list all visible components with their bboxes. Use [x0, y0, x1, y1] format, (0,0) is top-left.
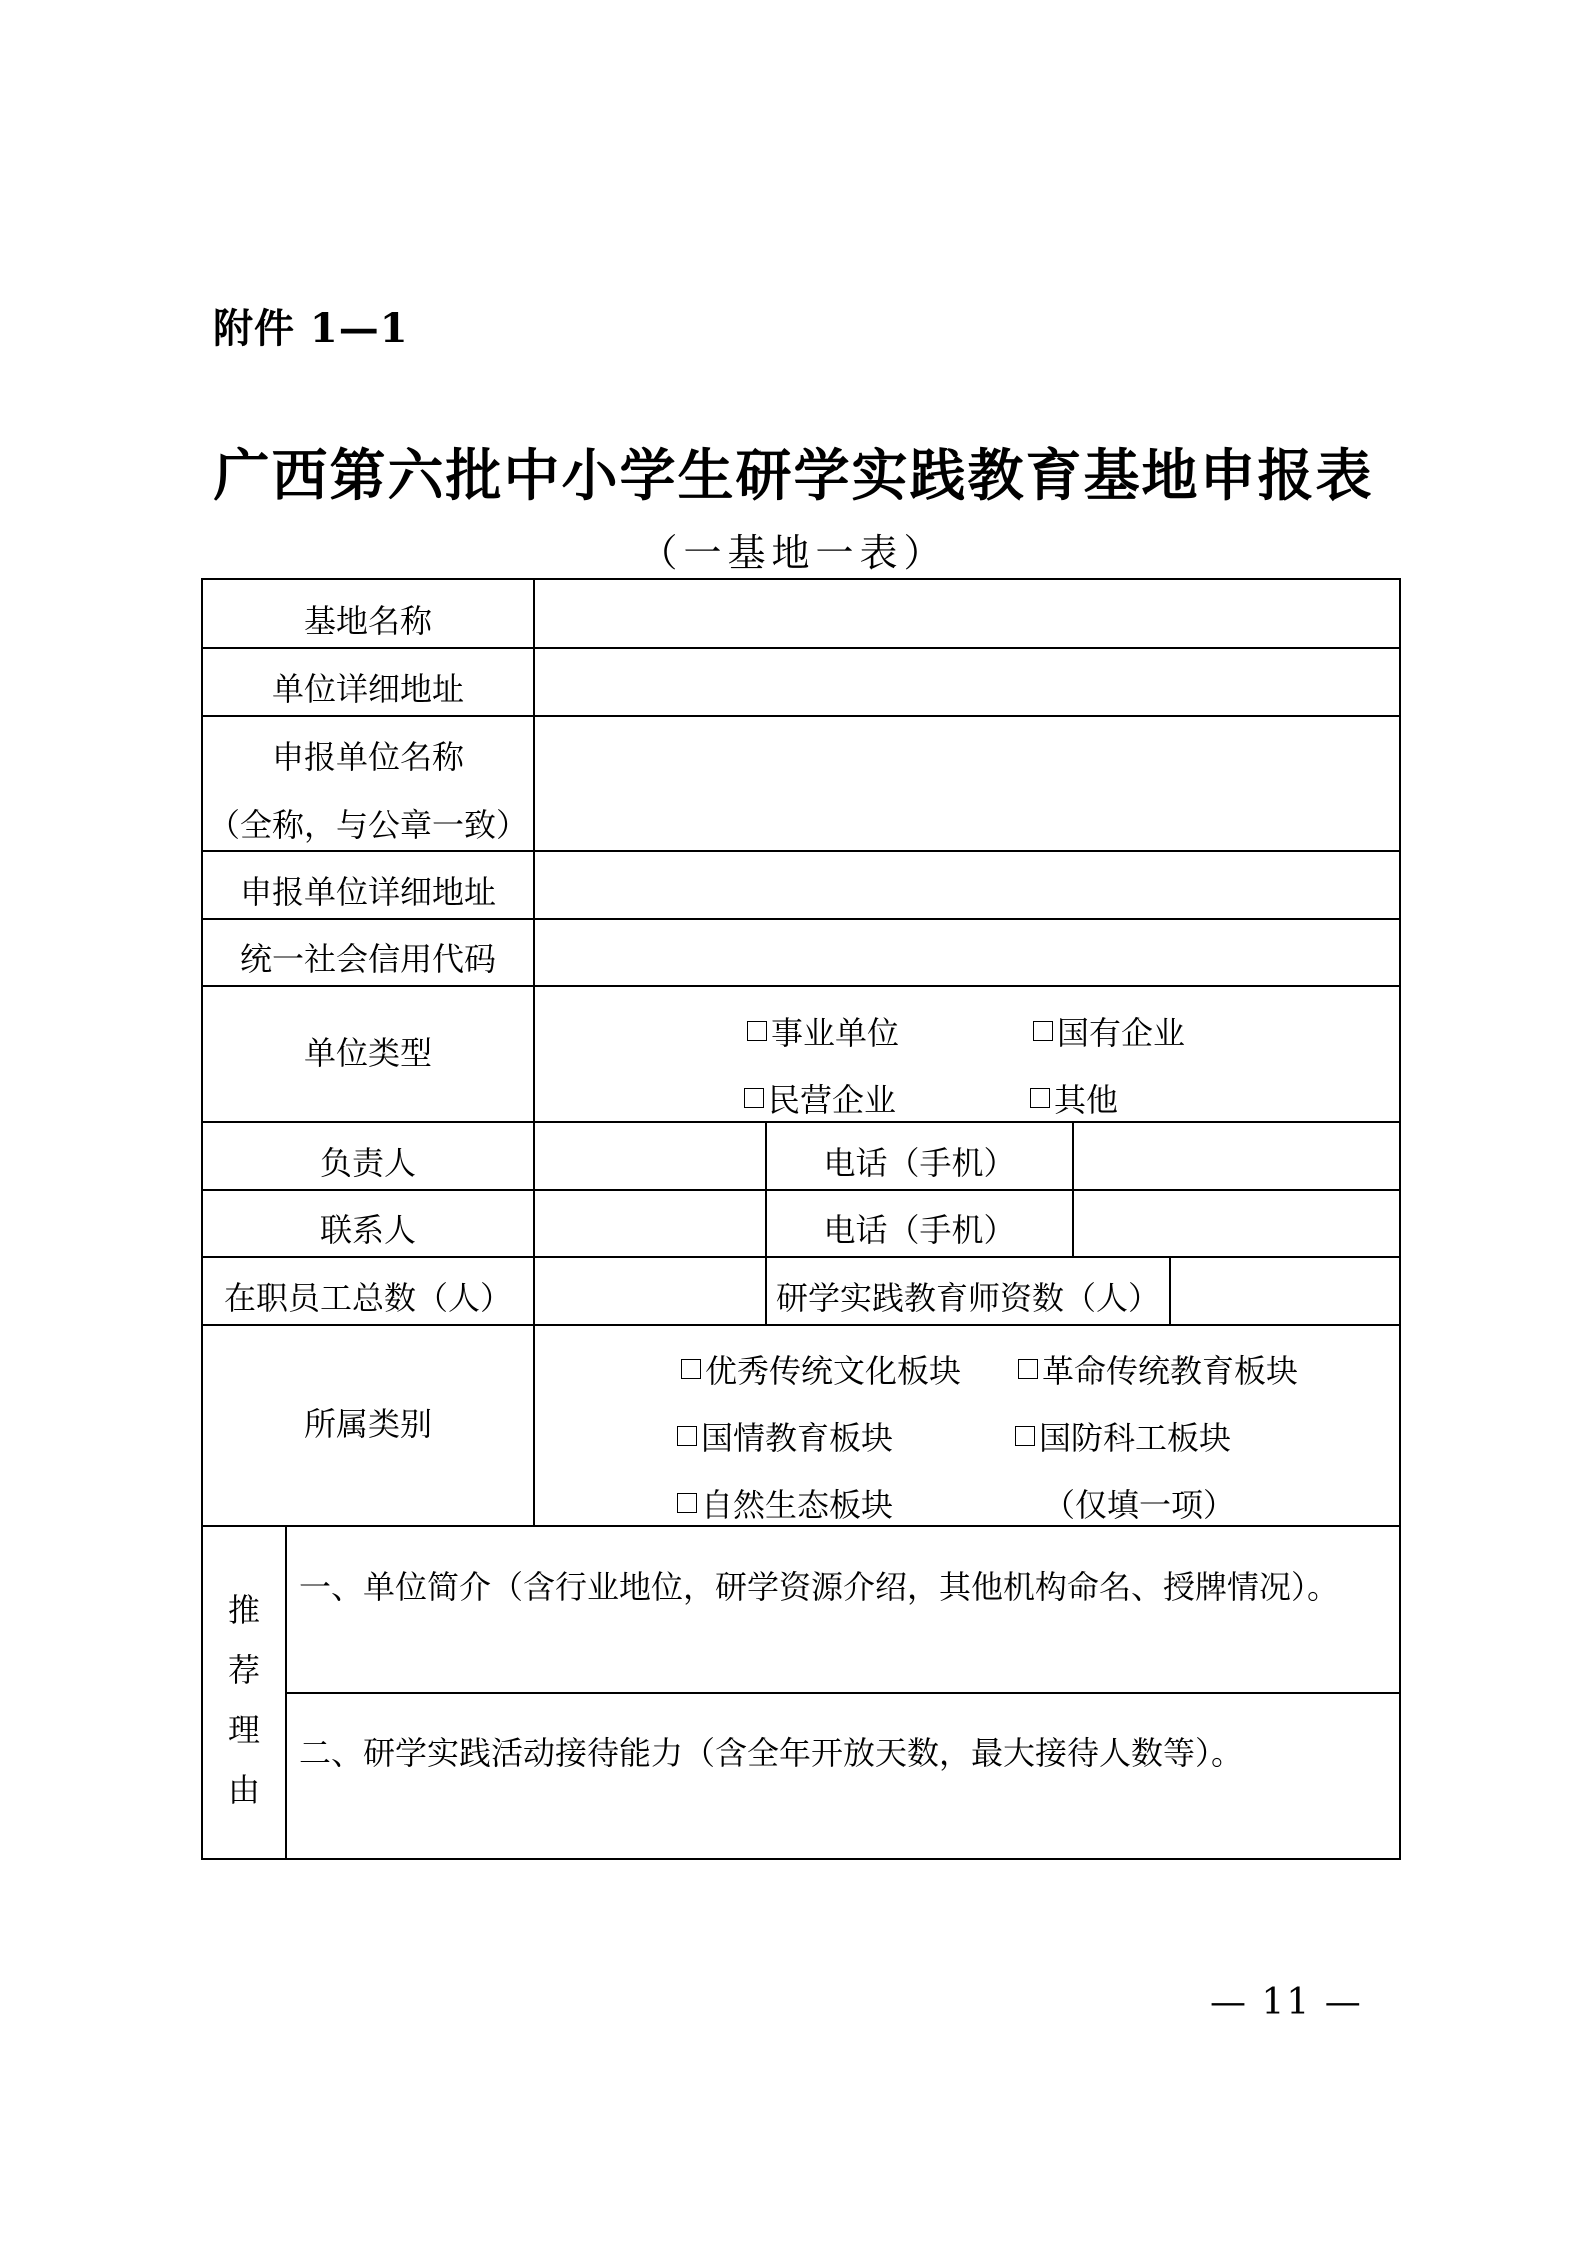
checkbox-icon — [744, 1088, 764, 1108]
document-subtitle: （一基地一表） — [639, 531, 948, 575]
unit-type-option-other[interactable]: 其他 — [1030, 1075, 1118, 1121]
checkbox-icon — [677, 1493, 697, 1513]
person-in-charge-label: 负责人 — [319, 1143, 416, 1182]
reception-capacity-field[interactable] — [287, 1692, 1399, 1860]
teacher-count-field[interactable] — [1171, 1256, 1399, 1324]
person-in-charge-phone-field[interactable] — [1074, 1121, 1399, 1189]
credit-code-label: 统一社会信用代码 — [239, 940, 496, 979]
unit-type-option-state-owned[interactable]: 国有企业 — [1033, 1008, 1185, 1054]
application-form-table — [201, 578, 1401, 1860]
unit-type-option-public-institution[interactable]: 事业单位 — [747, 1008, 899, 1054]
unit-type-label: 单位类型 — [303, 1033, 432, 1072]
checkbox-icon — [1018, 1359, 1038, 1379]
category-note: （仅填一项） — [1043, 1486, 1236, 1524]
category-option-revolutionary-tradition[interactable]: 革命传统教育板块 — [1018, 1346, 1298, 1392]
applicant-name-label: 申报单位名称 — [271, 738, 464, 776]
checkbox-icon — [677, 1426, 697, 1446]
base-name-field[interactable] — [535, 580, 1399, 647]
document-title: 广西第六批中小学生研学实践教育基地申报表 — [213, 444, 1374, 509]
checkbox-icon — [681, 1359, 701, 1379]
reason-item-unit-intro: 一、单位简介（含行业地位，研学资源介绍，其他机构命名、授牌情况）。 — [299, 1568, 1340, 1606]
teacher-count-label: 研学实践教育师资数（人） — [775, 1278, 1160, 1317]
unit-type-option-private[interactable]: 民营企业 — [744, 1075, 896, 1121]
applicant-name-note: （全称，与公章一致） — [207, 806, 528, 844]
checkbox-icon — [1033, 1021, 1053, 1041]
contact-person-label: 联系人 — [319, 1211, 416, 1250]
applicant-address-label: 申报单位详细地址 — [239, 872, 496, 911]
page-number: — 11 — — [1210, 1982, 1363, 2023]
applicant-address-field[interactable] — [535, 850, 1399, 918]
reason-item-reception-capacity: 二、研学实践活动接待能力（含全年开放天数，最大接待人数等）。 — [299, 1734, 1244, 1772]
staff-total-label: 在职员工总数（人） — [223, 1278, 512, 1317]
base-name-label: 基地名称 — [303, 602, 432, 641]
phone-label: 电话（手机） — [823, 1143, 1016, 1182]
unit-address-label: 单位详细地址 — [271, 669, 464, 708]
unit-address-field[interactable] — [535, 647, 1399, 715]
contact-person-phone-field[interactable] — [1074, 1189, 1399, 1256]
category-option-natural-ecology[interactable]: 自然生态板块 — [677, 1480, 893, 1526]
contact-person-field[interactable] — [535, 1189, 765, 1256]
checkbox-icon — [1030, 1088, 1050, 1108]
staff-total-field[interactable] — [535, 1256, 765, 1324]
checkbox-icon — [1015, 1426, 1035, 1446]
credit-code-field[interactable] — [535, 918, 1399, 985]
category-option-defense-science[interactable]: 国防科工板块 — [1015, 1413, 1231, 1459]
attachment-label: 附件 1—1 — [213, 305, 409, 352]
category-option-national-conditions[interactable]: 国情教育板块 — [677, 1413, 893, 1459]
category-label: 所属类别 — [303, 1405, 432, 1444]
person-in-charge-field[interactable] — [535, 1121, 765, 1189]
unit-intro-field[interactable] — [287, 1525, 1399, 1692]
phone-label: 电话（手机） — [823, 1211, 1016, 1250]
checkbox-icon — [747, 1021, 767, 1041]
category-option-traditional-culture[interactable]: 优秀传统文化板块 — [681, 1346, 961, 1392]
applicant-name-field[interactable] — [535, 715, 1399, 850]
recommendation-reason-label: 推 荐 理 由 — [227, 1591, 260, 1809]
